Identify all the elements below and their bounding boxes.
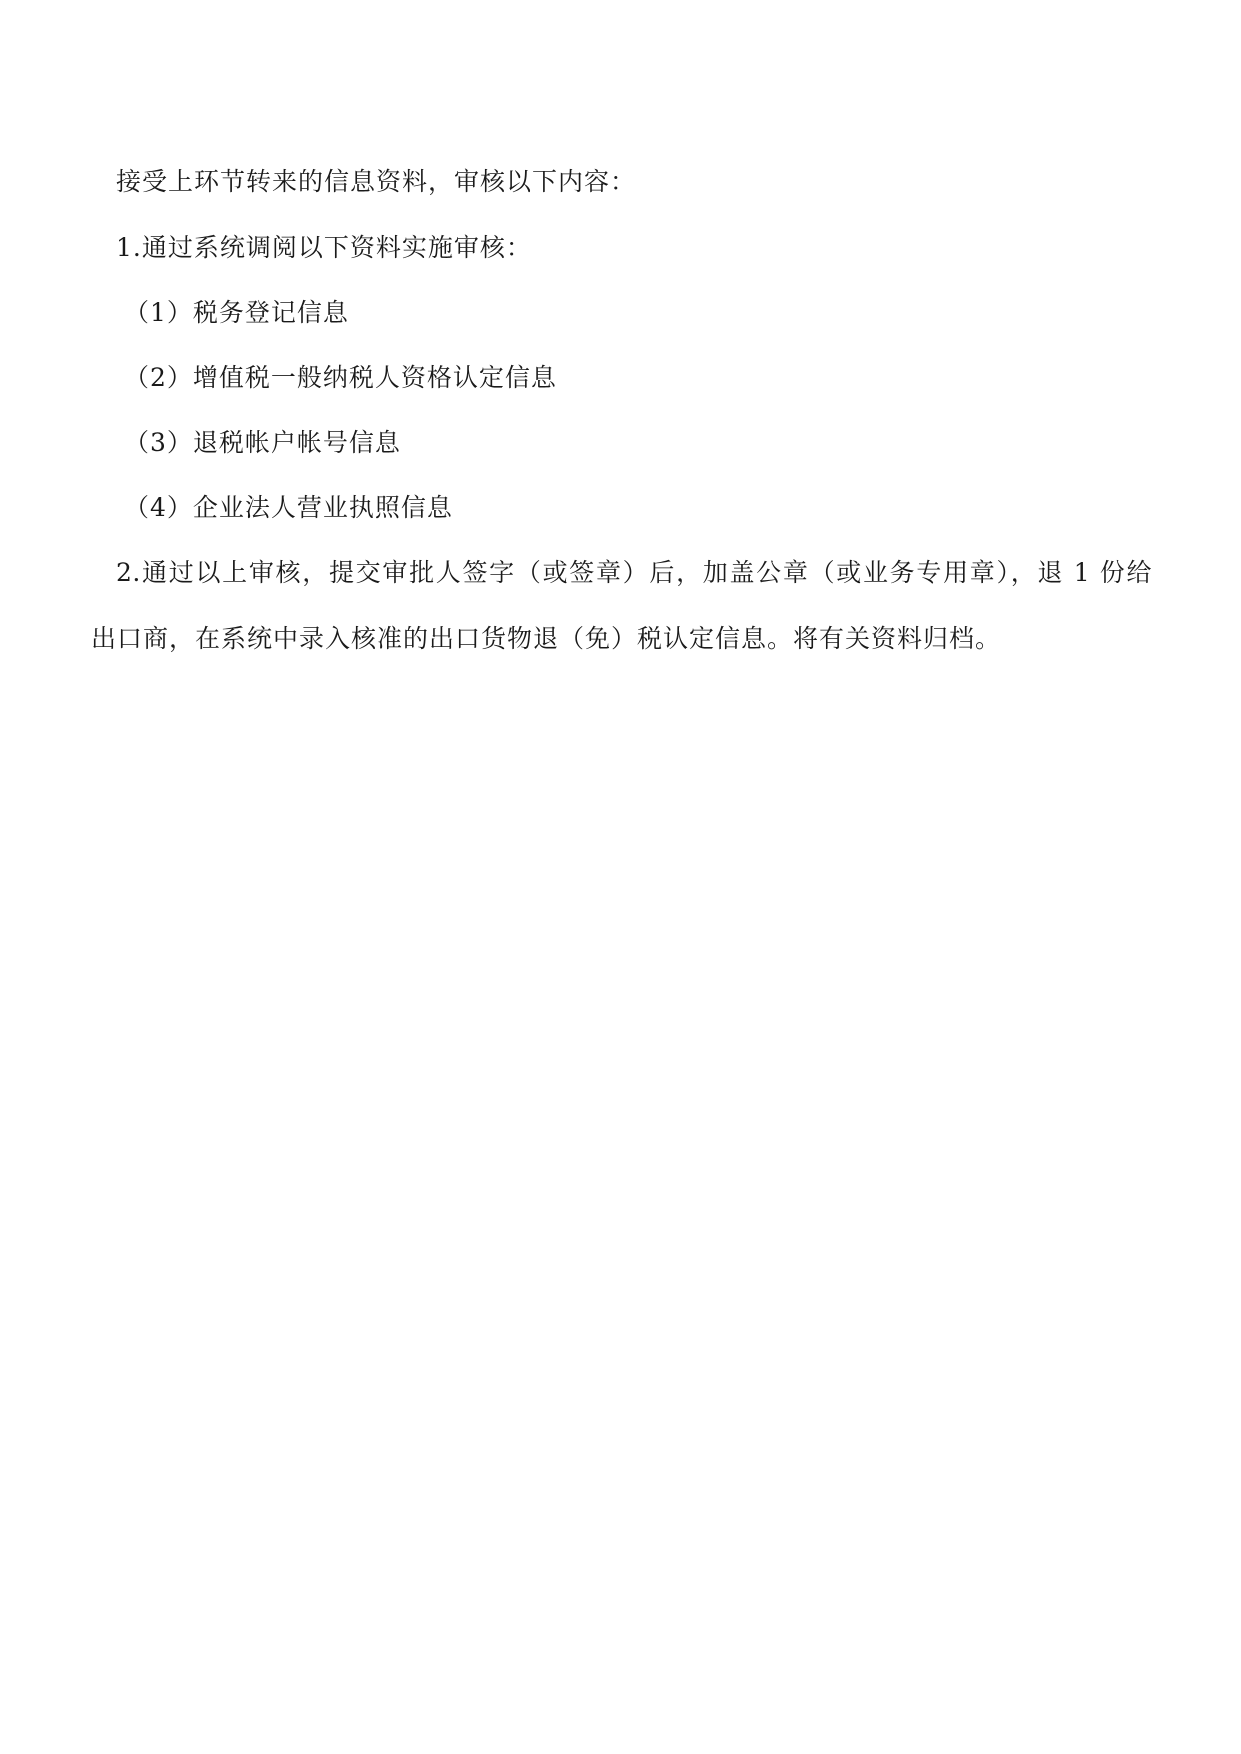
- step-2-paragraph-continued: 出口商，在系统中录入核准的出口货物退（免）税认定信息。将有关资料归档。: [91, 624, 1002, 653]
- list-item-tax-registration: （1）税务登记信息: [124, 298, 349, 327]
- list-item-business-license: （4）企业法人营业执照信息: [124, 493, 453, 522]
- list-item-refund-account: （3）退税帐户帐号信息: [124, 428, 401, 457]
- step-1-heading: 1.通过系统调阅以下资料实施审核：: [116, 233, 532, 262]
- intro-paragraph: 接受上环节转来的信息资料，审核以下内容：: [116, 167, 637, 196]
- list-item-vat-qualification: （2）增值税一般纳税人资格认定信息: [124, 363, 557, 392]
- step-2-paragraph: 2.通过以上审核，提交审批人签字（或签章）后，加盖公章（或业务专用章），退 1 份给: [116, 558, 1152, 587]
